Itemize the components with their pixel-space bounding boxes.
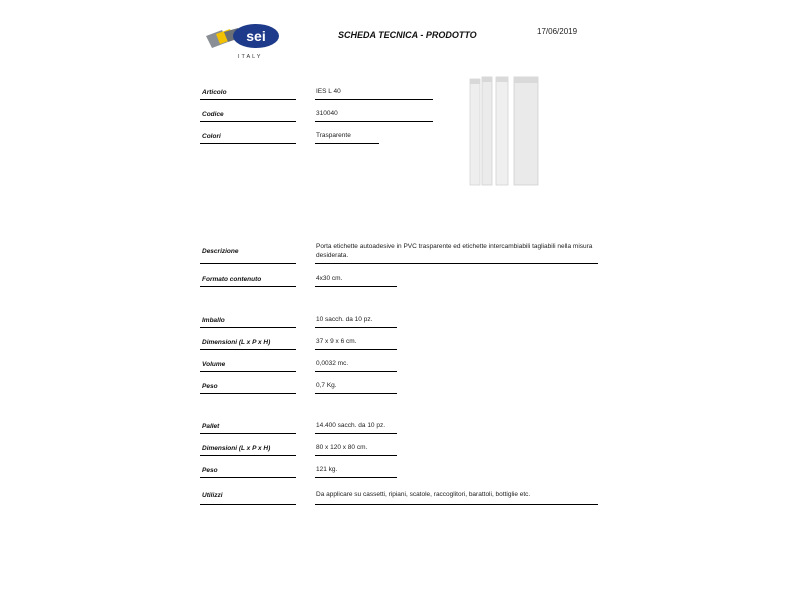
colori-value-underline xyxy=(315,143,379,144)
dimensioni-pallet-value-underline xyxy=(315,455,397,456)
articolo-label-underline xyxy=(200,99,296,100)
dimensioni-pallet-value: 80 x 120 x 80 cm. xyxy=(316,444,368,451)
articolo-label: Articolo xyxy=(202,89,227,96)
document-date: 17/06/2019 xyxy=(537,27,578,36)
codice-value: 310040 xyxy=(316,110,338,117)
logo-subtitle: ITALY xyxy=(238,54,263,60)
colori-label-underline xyxy=(200,143,296,144)
peso-imballo-value: 0,7 Kg. xyxy=(316,382,337,389)
imballo-label: Imballo xyxy=(202,317,225,324)
descrizione-label-underline xyxy=(200,263,296,264)
dimensioni-pallet-label: Dimensioni (L x P x H) xyxy=(202,445,271,452)
imballo-label-underline xyxy=(200,327,296,328)
imballo-value-underline xyxy=(315,327,397,328)
dimensioni-pallet-label-underline xyxy=(200,455,296,456)
pallet-label-underline xyxy=(200,433,296,434)
utilizzi-value-underline xyxy=(315,504,598,505)
logo-wordmark: sei xyxy=(246,28,266,44)
formato-label: Formato contenuto xyxy=(202,276,262,283)
dimensioni-imballo-value-underline xyxy=(315,349,397,350)
pallet-label: Pallet xyxy=(202,423,220,430)
formato-value: 4x30 cm. xyxy=(316,275,343,282)
codice-label: Codice xyxy=(202,111,224,118)
product-image xyxy=(466,75,542,187)
dimensioni-imballo-label: Dimensioni (L x P x H) xyxy=(202,339,271,346)
dimensioni-imballo-value: 37 x 9 x 6 cm. xyxy=(316,338,357,345)
utilizzi-label-underline xyxy=(200,504,296,505)
articolo-value: IES L 40 xyxy=(316,88,341,95)
pallet-value-underline xyxy=(315,433,397,434)
volume-label-underline xyxy=(200,371,296,372)
peso-imballo-label-underline xyxy=(200,393,296,394)
imballo-value: 10 sacch. da 10 pz. xyxy=(316,316,373,323)
peso-imballo-label: Peso xyxy=(202,383,218,390)
colori-value: Trasparente xyxy=(316,132,351,139)
utilizzi-label: Utilizzi xyxy=(202,492,223,499)
descrizione-value: Porta etichette autoadesive in PVC trasparente ed etichette intercambiabili tagliabili nella misura desiderata. xyxy=(316,243,593,259)
peso-pallet-value: 121 kg. xyxy=(316,466,338,473)
page-title: SCHEDA TECNICA - PRODOTTO xyxy=(338,30,477,40)
pallet-value: 14.400 sacch. da 10 pz. xyxy=(316,422,386,429)
peso-imballo-value-underline xyxy=(315,393,397,394)
peso-pallet-value-underline xyxy=(315,477,397,478)
formato-label-underline xyxy=(200,286,296,287)
utilizzi-value: Da applicare su cassetti, ripiani, scatole, raccoglitori, barattoli, bottiglie etc. xyxy=(316,491,531,498)
peso-pallet-label-underline xyxy=(200,477,296,478)
dimensioni-imballo-label-underline xyxy=(200,349,296,350)
volume-value-underline xyxy=(315,371,397,372)
volume-value: 0,0032 mc. xyxy=(316,360,349,367)
volume-label: Volume xyxy=(202,361,226,368)
peso-pallet-label: Peso xyxy=(202,467,218,474)
descrizione-value-underline xyxy=(315,263,598,264)
codice-value-underline xyxy=(315,121,433,122)
codice-label-underline xyxy=(200,121,296,122)
colori-label: Colori xyxy=(202,133,221,140)
formato-value-underline xyxy=(315,286,397,287)
descrizione-label: Descrizione xyxy=(202,248,239,255)
articolo-value-underline xyxy=(315,99,433,100)
